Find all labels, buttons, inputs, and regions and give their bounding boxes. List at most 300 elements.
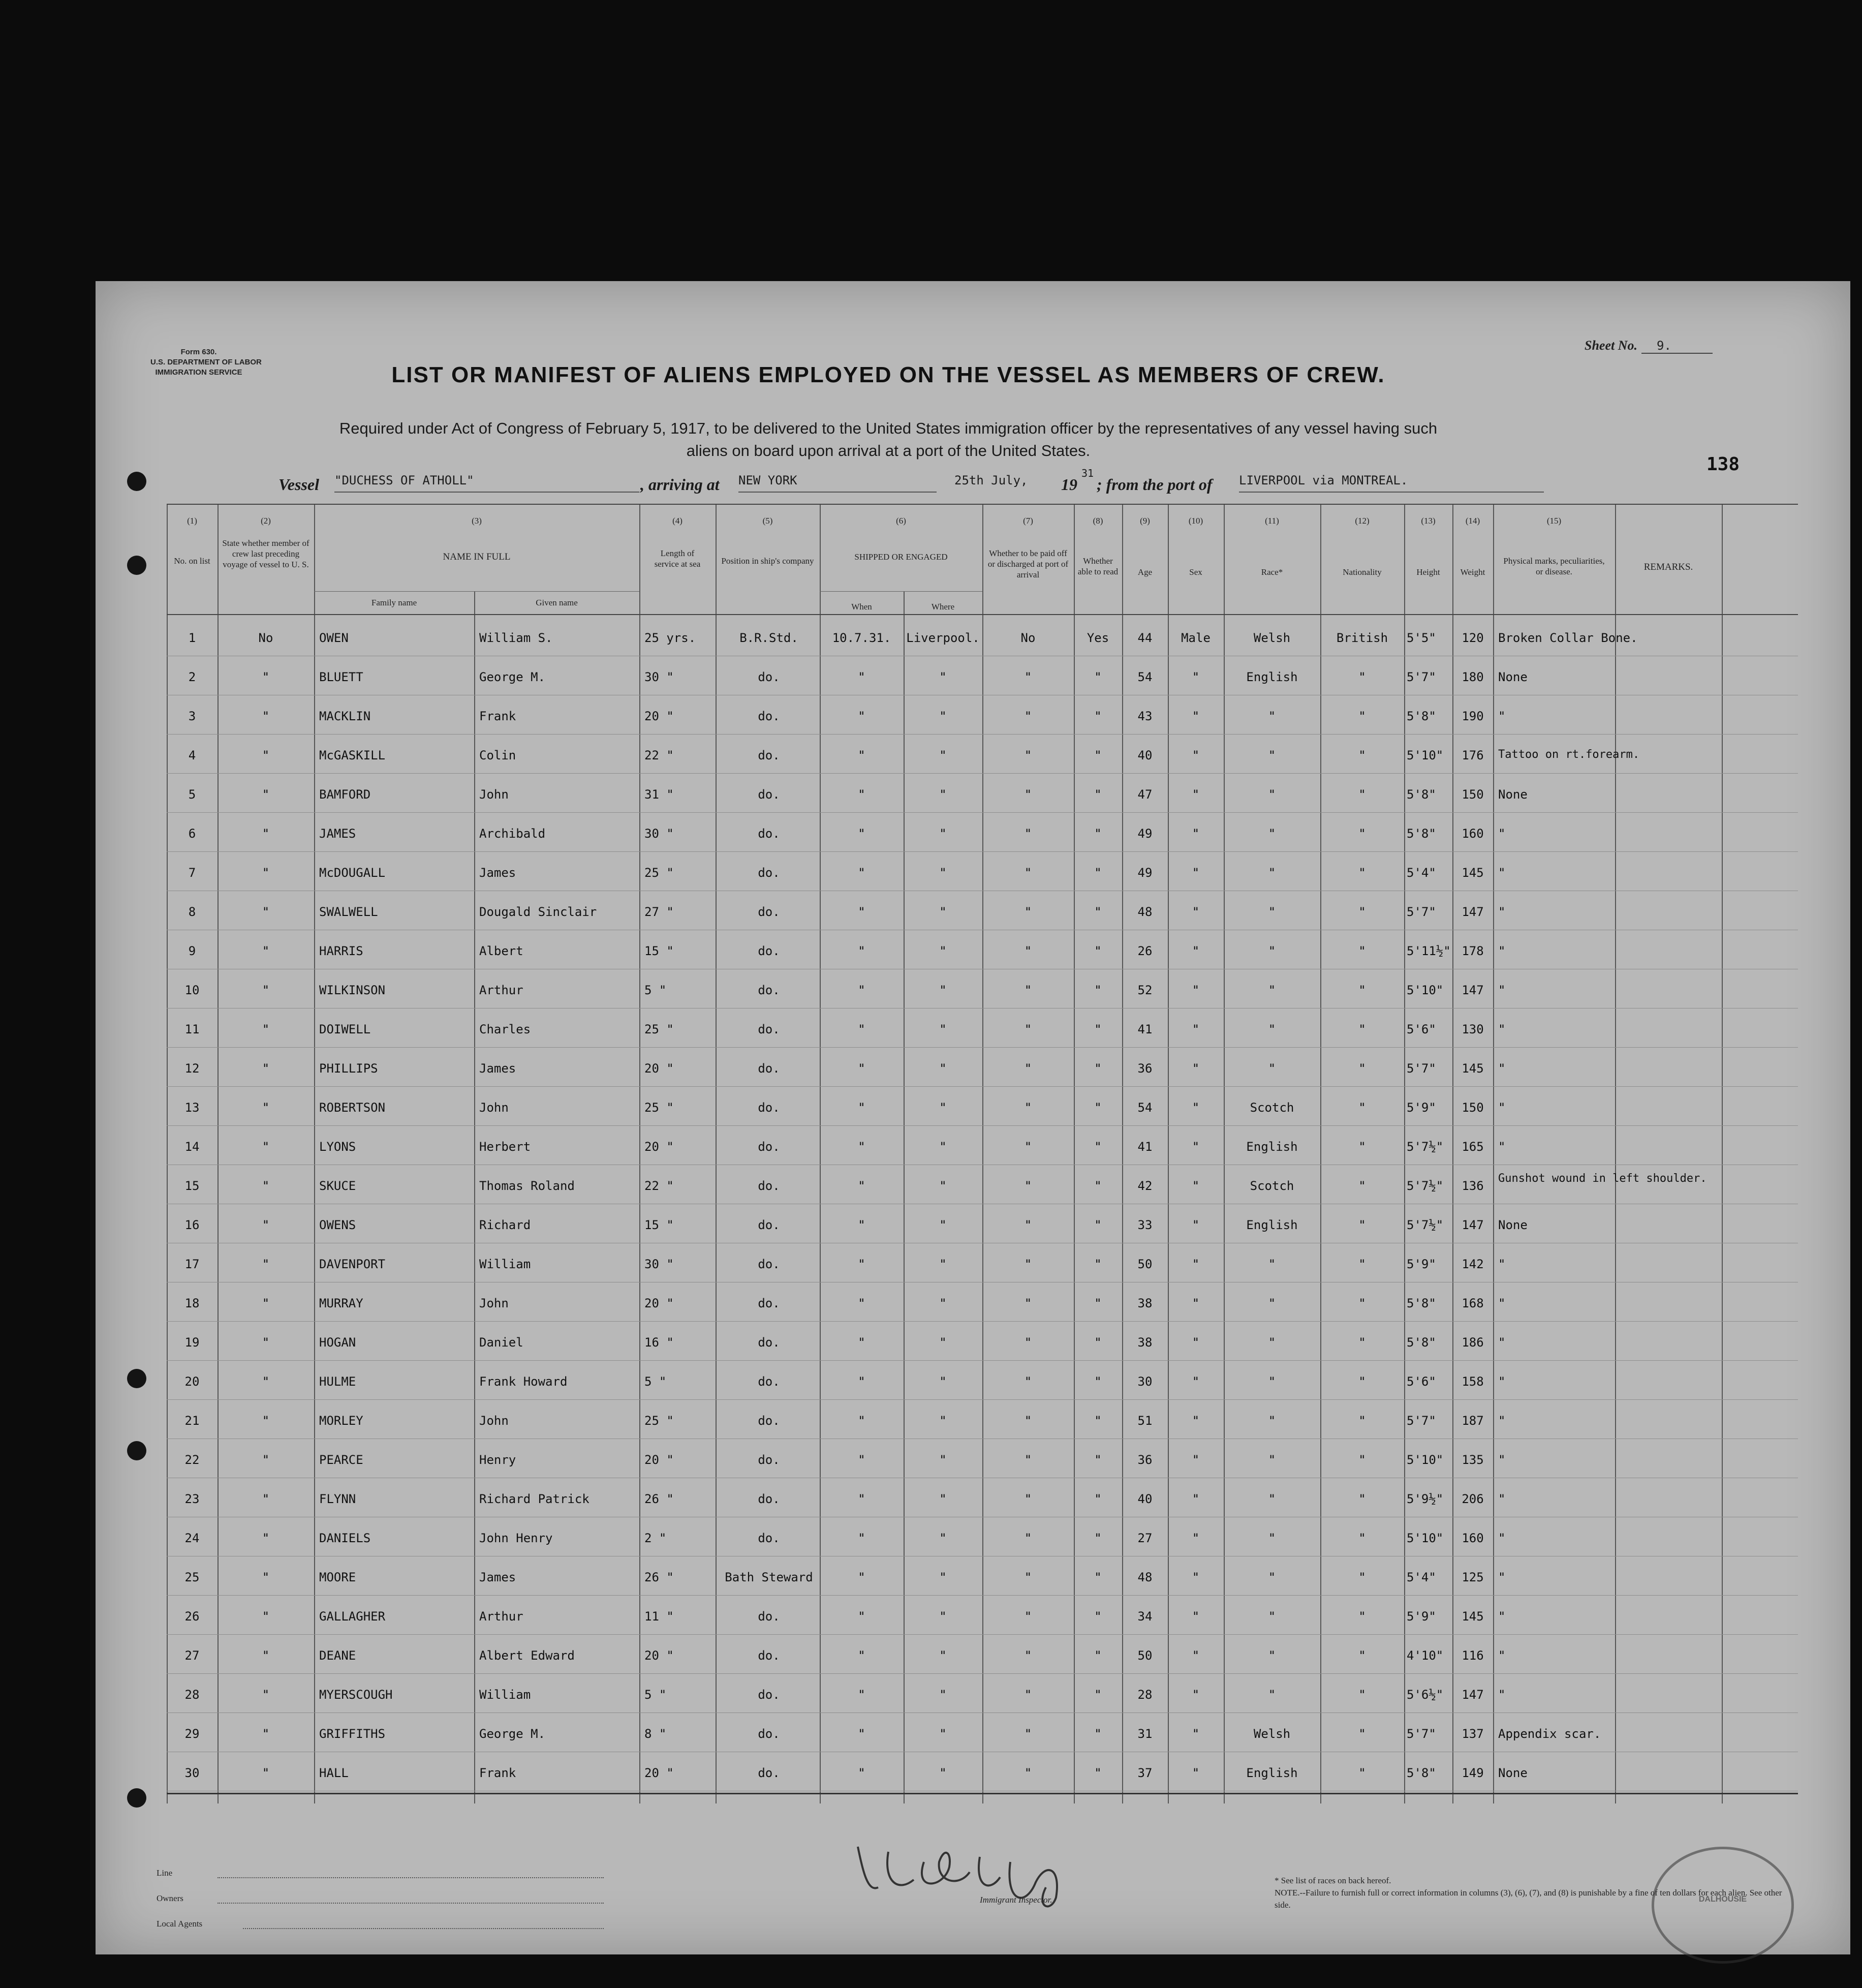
given-name-header: Given name (536, 598, 578, 607)
crew-where-cell: " (939, 748, 947, 762)
crew-position-cell: do. (758, 1688, 780, 1702)
crew-paid-cell: " (1024, 1766, 1032, 1780)
column-divider (1722, 505, 1723, 1803)
crew-nationality-cell: " (1358, 1257, 1366, 1271)
crew-given-cell: George M. (479, 670, 546, 684)
column-divider (1493, 505, 1494, 1803)
crew-no-cell: 10 (184, 983, 200, 997)
crew-no-cell: 25 (184, 1570, 200, 1584)
crew-marks-cell: " (1498, 1453, 1506, 1467)
crew-sex-cell: " (1192, 748, 1200, 762)
local-agents-field (243, 1928, 604, 1929)
crew-paid-cell: No (1020, 631, 1036, 645)
crew-prev-cell: " (262, 944, 270, 958)
crew-when-cell: " (858, 1022, 865, 1036)
crew-family-cell: MURRAY (319, 1296, 363, 1310)
col-3-number: (3) (472, 516, 482, 526)
crew-given-cell: Dougald Sinclair (479, 905, 597, 919)
crew-given-cell: John (479, 1296, 509, 1310)
crew-no-cell: 3 (188, 709, 196, 723)
crew-family-cell: SWALWELL (319, 905, 378, 919)
crew-sex-cell: " (1192, 1140, 1200, 1154)
crew-height-cell: 5'7" (1407, 1061, 1436, 1076)
crew-height-cell: 5'10" (1407, 748, 1444, 762)
crew-nationality-cell: " (1358, 1766, 1366, 1780)
crew-position-cell: do. (758, 1648, 780, 1663)
crew-age-cell: 37 (1137, 1766, 1153, 1780)
row-rule (167, 1047, 1798, 1048)
row-rule (167, 1634, 1798, 1635)
column-divider (982, 505, 983, 1803)
crew-age-cell: 36 (1137, 1453, 1153, 1467)
crew-where-cell: " (939, 1727, 947, 1741)
crew-family-cell: GRIFFITHS (319, 1727, 386, 1741)
crew-marks-cell: " (1498, 1531, 1506, 1545)
crew-weight-cell: 125 (1462, 1570, 1484, 1584)
crew-position-cell: do. (758, 1257, 780, 1271)
races-note: * See list of races on back hereof. (1275, 1876, 1391, 1885)
crew-where-cell: " (939, 1766, 947, 1780)
crew-position-cell: do. (758, 827, 780, 841)
crew-height-cell: 5'8" (1407, 1296, 1436, 1310)
crew-nationality-cell: " (1358, 1374, 1366, 1389)
crew-marks-cell: None (1498, 1766, 1528, 1780)
crew-age-cell: 48 (1137, 905, 1153, 919)
crew-when-cell: " (858, 1414, 865, 1428)
crew-prev-cell: " (262, 1296, 270, 1310)
crew-service-cell: 26 " (644, 1492, 674, 1506)
crew-nationality-cell: " (1358, 1414, 1366, 1428)
col-8-number: (8) (1093, 516, 1103, 526)
crew-race-cell: " (1268, 1335, 1276, 1350)
crew-read-cell: " (1094, 787, 1102, 802)
crew-sex-cell: " (1192, 1453, 1200, 1467)
crew-prev-cell: " (262, 709, 270, 723)
crew-no-cell: 30 (184, 1766, 200, 1780)
crew-given-cell: John Henry (479, 1531, 553, 1545)
crew-service-cell: 25 " (644, 866, 674, 880)
crew-position-cell: Bath Steward (725, 1570, 813, 1584)
crew-height-cell: 5'7½" (1407, 1140, 1444, 1154)
crew-age-cell: 40 (1137, 1492, 1153, 1506)
crew-sex-cell: " (1192, 944, 1200, 958)
crew-given-cell: James (479, 1061, 516, 1076)
crew-no-cell: 16 (184, 1218, 200, 1232)
crew-position-cell: do. (758, 1453, 780, 1467)
crew-nationality-cell: " (1358, 983, 1366, 997)
column-divider (1168, 505, 1169, 1803)
crew-sex-cell: " (1192, 670, 1200, 684)
crew-marks-cell: None (1498, 1218, 1528, 1232)
col-14-number: (14) (1465, 516, 1480, 526)
crew-age-cell: 41 (1137, 1022, 1153, 1036)
crew-read-cell: " (1094, 1022, 1102, 1036)
crew-prev-cell: " (262, 1766, 270, 1780)
crew-marks-cell: " (1498, 1100, 1506, 1115)
crew-when-cell: " (858, 1727, 865, 1741)
col-10-header: Sex (1189, 567, 1202, 577)
crew-read-cell: " (1094, 1609, 1102, 1624)
crew-paid-cell: " (1024, 1453, 1032, 1467)
crew-nationality-cell: " (1358, 1492, 1366, 1506)
crew-weight-cell: 158 (1462, 1374, 1484, 1389)
crew-service-cell: 20 " (644, 1296, 674, 1310)
crew-given-cell: William (479, 1688, 531, 1702)
arriving-label: , arriving at (640, 475, 720, 494)
crew-no-cell: 11 (184, 1022, 200, 1036)
crew-given-cell: Daniel (479, 1335, 523, 1350)
crew-marks-cell: " (1498, 1570, 1506, 1584)
crew-read-cell: " (1094, 1100, 1102, 1115)
page-title: LIST OR MANIFEST OF ALIENS EMPLOYED ON THE VESSEL AS MEMBERS OF CREW. (391, 362, 1385, 387)
crew-prev-cell: " (262, 1218, 270, 1232)
crew-marks-cell: " (1498, 866, 1506, 880)
crew-marks-cell: " (1498, 1335, 1506, 1350)
crew-when-cell: " (858, 1453, 865, 1467)
crew-paid-cell: " (1024, 1100, 1032, 1115)
office-stamp (1652, 1847, 1794, 1964)
col-7-number: (7) (1023, 516, 1033, 526)
family-name-header: Family name (371, 598, 417, 607)
crew-paid-cell: " (1024, 1648, 1032, 1663)
crew-marks-cell: " (1498, 709, 1506, 723)
crew-prev-cell: " (262, 1140, 270, 1154)
page-subtitle (248, 417, 1529, 462)
crew-race-cell: " (1268, 944, 1276, 958)
crew-sex-cell: " (1192, 1100, 1200, 1115)
crew-weight-cell: 176 (1462, 748, 1484, 762)
crew-paid-cell: " (1024, 1570, 1032, 1584)
crew-marks-cell: " (1498, 905, 1506, 919)
crew-marks-cell: " (1498, 1061, 1506, 1076)
crew-nationality-cell: " (1358, 748, 1366, 762)
crew-height-cell: 5'8" (1407, 827, 1436, 841)
row-rule (167, 1712, 1798, 1713)
crew-paid-cell: " (1024, 1609, 1032, 1624)
crew-service-cell: 20 " (644, 1140, 674, 1154)
crew-sex-cell: " (1192, 1374, 1200, 1389)
penalty-note: NOTE.--Failure to furnish full or correct information in columns (3), (6), (7), and (8) is punishable by a fine of ten dollars for each alien. See other side. (1275, 1888, 1782, 1910)
crew-weight-cell: 136 (1462, 1179, 1484, 1193)
crew-weight-cell: 149 (1462, 1766, 1484, 1780)
crew-service-cell: 2 " (644, 1531, 667, 1545)
crew-weight-cell: 116 (1462, 1648, 1484, 1663)
crew-when-cell: " (858, 866, 865, 880)
punch-hole (127, 472, 146, 491)
table-bottom-rule (167, 1793, 1798, 1794)
crew-sex-cell: " (1192, 1531, 1200, 1545)
department-name: U.S. DEPARTMENT OF LABOR (150, 358, 262, 366)
crew-weight-cell: 147 (1462, 1218, 1484, 1232)
crew-paid-cell: " (1024, 1061, 1032, 1076)
crew-race-cell: " (1268, 1022, 1276, 1036)
owners-field (218, 1903, 604, 1904)
crew-when-cell: " (858, 1609, 865, 1624)
crew-paid-cell: " (1024, 787, 1032, 802)
crew-weight-cell: 130 (1462, 1022, 1484, 1036)
shipped-when-header: When (851, 602, 872, 611)
crew-weight-cell: 135 (1462, 1453, 1484, 1467)
crew-marks-cell: " (1498, 983, 1506, 997)
crew-weight-cell: 145 (1462, 866, 1484, 880)
crew-age-cell: 50 (1137, 1257, 1153, 1271)
crew-position-cell: do. (758, 1061, 780, 1076)
crew-race-cell: " (1268, 1257, 1276, 1271)
crew-race-cell: " (1268, 1531, 1276, 1545)
crew-given-cell: Frank (479, 1766, 516, 1780)
crew-race-cell: " (1268, 1570, 1276, 1584)
crew-position-cell: do. (758, 866, 780, 880)
crew-given-cell: Charles (479, 1022, 531, 1036)
crew-height-cell: 4'10" (1407, 1648, 1444, 1663)
crew-where-cell: " (939, 709, 947, 723)
crew-family-cell: HARRIS (319, 944, 363, 958)
crew-age-cell: 34 (1137, 1609, 1153, 1624)
crew-where-cell: " (939, 1218, 947, 1232)
crew-given-cell: Richard (479, 1218, 531, 1232)
crew-read-cell: " (1094, 1531, 1102, 1545)
column-divider (1320, 505, 1321, 1803)
crew-service-cell: 25 " (644, 1022, 674, 1036)
col-13-header: Height (1416, 567, 1440, 577)
crew-service-cell: 20 " (644, 1061, 674, 1076)
crew-height-cell: 5'6" (1407, 1022, 1436, 1036)
crew-prev-cell: " (262, 1453, 270, 1467)
crew-paid-cell: " (1024, 1179, 1032, 1193)
crew-sex-cell: " (1192, 1218, 1200, 1232)
col-15-number: (15) (1546, 516, 1562, 526)
crew-paid-cell: " (1024, 1022, 1032, 1036)
crew-nationality-cell: " (1358, 1335, 1366, 1350)
crew-when-cell: " (858, 1766, 865, 1780)
crew-service-cell: 5 " (644, 983, 667, 997)
crew-height-cell: 5'7" (1407, 1414, 1436, 1428)
col-2-header: State whether member of crew last preceding voyage of vessel to U. S. (222, 538, 309, 569)
crew-sex-cell: " (1192, 983, 1200, 997)
crew-sex-cell: " (1192, 1727, 1200, 1741)
row-rule (167, 1595, 1798, 1596)
crew-prev-cell: No (258, 631, 273, 645)
crew-height-cell: 5'10" (1407, 1531, 1444, 1545)
crew-nationality-cell: " (1358, 1179, 1366, 1193)
crew-weight-cell: 160 (1462, 1531, 1484, 1545)
crew-sex-cell: " (1192, 1022, 1200, 1036)
crew-nationality-cell: " (1358, 1140, 1366, 1154)
column-divider (1224, 505, 1225, 1803)
crew-nationality-cell: " (1358, 905, 1366, 919)
crew-height-cell: 5'10" (1407, 983, 1444, 997)
crew-age-cell: 43 (1137, 709, 1153, 723)
crew-prev-cell: " (262, 1061, 270, 1076)
crew-given-cell: George M. (479, 1727, 546, 1741)
crew-prev-cell: " (262, 1688, 270, 1702)
crew-prev-cell: " (262, 1531, 270, 1545)
crew-weight-cell: 168 (1462, 1296, 1484, 1310)
col-14-header: Weight (1460, 567, 1485, 577)
crew-read-cell: " (1094, 1492, 1102, 1506)
crew-paid-cell: " (1024, 709, 1032, 723)
col-6-number: (6) (896, 516, 906, 526)
punch-hole (127, 1441, 146, 1460)
crew-race-cell: " (1268, 748, 1276, 762)
crew-nationality-cell: " (1358, 1648, 1366, 1663)
column-divider (314, 505, 315, 1803)
crew-race-cell: " (1268, 1061, 1276, 1076)
crew-marks-cell: " (1498, 1688, 1506, 1702)
crew-read-cell: " (1094, 1648, 1102, 1663)
crew-when-cell: " (858, 1100, 865, 1115)
punch-hole (127, 1788, 146, 1808)
vessel-label: Vessel (278, 475, 319, 494)
column-divider (218, 505, 219, 1803)
crew-no-cell: 17 (184, 1257, 200, 1271)
crew-position-cell: do. (758, 983, 780, 997)
crew-sex-cell: " (1192, 1179, 1200, 1193)
crew-age-cell: 31 (1137, 1727, 1153, 1741)
crew-given-cell: Herbert (479, 1140, 531, 1154)
crew-where-cell: " (939, 866, 947, 880)
crew-position-cell: do. (758, 1766, 780, 1780)
crew-where-cell: " (939, 670, 947, 684)
crew-family-cell: McGASKILL (319, 748, 386, 762)
crew-family-cell: SKUCE (319, 1179, 356, 1193)
col-5-header: Position in ship's company (721, 556, 814, 566)
crew-weight-cell: 180 (1462, 670, 1484, 684)
col-5-number: (5) (762, 516, 773, 526)
column-divider (167, 505, 168, 1803)
crew-no-cell: 22 (184, 1453, 200, 1467)
crew-where-cell: " (939, 1022, 947, 1036)
crew-family-cell: HALL (319, 1766, 349, 1780)
crew-no-cell: 20 (184, 1374, 200, 1389)
col-6-header: SHIPPED OR ENGAGED (854, 552, 948, 562)
crew-weight-cell: 142 (1462, 1257, 1484, 1271)
crew-race-cell: " (1268, 983, 1276, 997)
crew-height-cell: 5'8" (1407, 1766, 1436, 1780)
arriving-port: NEW YORK (738, 473, 937, 493)
crew-age-cell: 52 (1137, 983, 1153, 997)
crew-family-cell: BAMFORD (319, 787, 371, 802)
crew-weight-cell: 186 (1462, 1335, 1484, 1350)
crew-service-cell: 31 " (644, 787, 674, 802)
crew-paid-cell: " (1024, 1140, 1032, 1154)
crew-service-cell: 25 " (644, 1414, 674, 1428)
crew-age-cell: 27 (1137, 1531, 1153, 1545)
row-rule (167, 812, 1798, 813)
crew-race-cell: " (1268, 1688, 1276, 1702)
crew-sex-cell: " (1192, 1609, 1200, 1624)
crew-prev-cell: " (262, 1257, 270, 1271)
crew-height-cell: 5'6½" (1407, 1688, 1444, 1702)
row-rule (167, 1399, 1798, 1400)
crew-when-cell: " (858, 1374, 865, 1389)
crew-family-cell: FLYNN (319, 1492, 356, 1506)
crew-read-cell: " (1094, 1374, 1102, 1389)
crew-given-cell: James (479, 1570, 516, 1584)
crew-position-cell: do. (758, 1531, 780, 1545)
column-divider (716, 505, 717, 1803)
crew-weight-cell: 206 (1462, 1492, 1484, 1506)
crew-height-cell: 5'10" (1407, 1453, 1444, 1467)
crew-paid-cell: " (1024, 983, 1032, 997)
crew-service-cell: 25 yrs. (644, 631, 696, 645)
crew-no-cell: 7 (188, 866, 196, 880)
crew-family-cell: WILKINSON (319, 983, 386, 997)
crew-service-cell: 15 " (644, 944, 674, 958)
crew-read-cell: " (1094, 827, 1102, 841)
crew-age-cell: 38 (1137, 1335, 1153, 1350)
crew-sex-cell: Male (1181, 631, 1211, 645)
crew-where-cell: " (939, 944, 947, 958)
crew-service-cell: 30 " (644, 1257, 674, 1271)
crew-position-cell: do. (758, 1492, 780, 1506)
crew-sex-cell: " (1192, 709, 1200, 723)
crew-service-cell: 22 " (644, 1179, 674, 1193)
crew-position-cell: do. (758, 1727, 780, 1741)
crew-age-cell: 26 (1137, 944, 1153, 958)
crew-no-cell: 9 (188, 944, 196, 958)
crew-read-cell: " (1094, 1414, 1102, 1428)
crew-marks-cell: " (1498, 1609, 1506, 1624)
crew-height-cell: 5'7½" (1407, 1179, 1444, 1193)
row-rule (167, 1321, 1798, 1322)
crew-given-cell: Thomas Roland (479, 1179, 575, 1193)
crew-no-cell: 26 (184, 1609, 200, 1624)
crew-height-cell: 5'4" (1407, 1570, 1436, 1584)
crew-service-cell: 15 " (644, 1218, 674, 1232)
crew-read-cell: " (1094, 1727, 1102, 1741)
crew-age-cell: 40 (1137, 748, 1153, 762)
crew-race-cell: " (1268, 1648, 1276, 1663)
row-rule (167, 773, 1798, 774)
crew-prev-cell: " (262, 1022, 270, 1036)
sheet-number-value: 9. (1641, 339, 1713, 354)
crew-nationality-cell: " (1358, 1296, 1366, 1310)
line-label: Line (157, 1868, 173, 1878)
crew-no-cell: 27 (184, 1648, 200, 1663)
crew-nationality-cell: " (1358, 1218, 1366, 1232)
crew-given-cell: John (479, 787, 509, 802)
crew-when-cell: " (858, 1061, 865, 1076)
crew-no-cell: 15 (184, 1179, 200, 1193)
crew-given-cell: William (479, 1257, 531, 1271)
crew-family-cell: MOORE (319, 1570, 356, 1584)
crew-given-cell: Albert (479, 944, 523, 958)
crew-age-cell: 54 (1137, 670, 1153, 684)
crew-race-cell: " (1268, 787, 1276, 802)
col-13-number: (13) (1421, 516, 1436, 526)
crew-no-cell: 28 (184, 1688, 200, 1702)
crew-height-cell: 5'7" (1407, 670, 1436, 684)
crew-service-cell: 5 " (644, 1688, 667, 1702)
crew-race-cell: " (1268, 866, 1276, 880)
crew-given-cell: Frank Howard (479, 1374, 568, 1389)
crew-race-cell: English (1246, 1140, 1298, 1154)
row-rule (167, 1125, 1798, 1126)
crew-read-cell: " (1094, 944, 1102, 958)
crew-weight-cell: 187 (1462, 1414, 1484, 1428)
crew-prev-cell: " (262, 787, 270, 802)
stamp-text: DALHOUSIE (1698, 1895, 1747, 1904)
crew-where-cell: " (939, 1296, 947, 1310)
crew-marks-cell: " (1498, 827, 1506, 841)
crew-position-cell: do. (758, 944, 780, 958)
subtitle-line-1: Required under Act of Congress of February 5, 1917, to be delivered to the United States immigration officer by the representatives of any vessel having such (339, 419, 1438, 437)
crew-position-cell: do. (758, 709, 780, 723)
crew-sex-cell: " (1192, 827, 1200, 841)
crew-prev-cell: " (262, 748, 270, 762)
crew-weight-cell: 145 (1462, 1609, 1484, 1624)
